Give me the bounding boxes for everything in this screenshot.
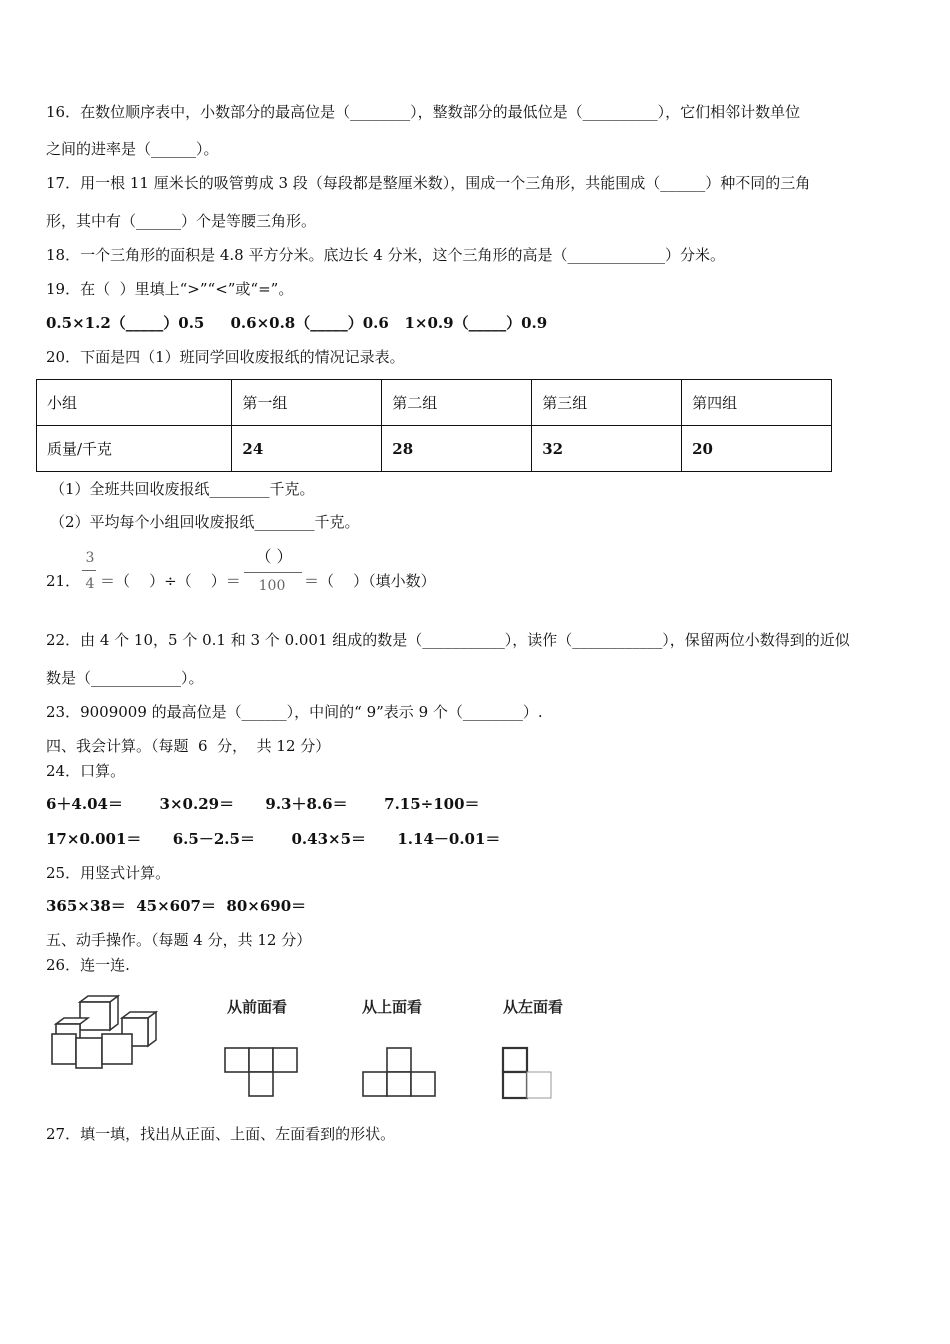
q23-line1: 23．9009009 的最高位是（______），中间的“ 9”表示 9 个（________）. [46,703,543,721]
section4-heading: 四、我会计算。（每题 6 分， 共 12 分） [46,737,331,755]
q21-suffix: ＝（ ）（填小数） [304,572,436,590]
left-view-shape [500,1046,556,1102]
table-cell: 第三组 [532,380,682,426]
record-table [36,379,832,472]
section5-heading: 五、动手操作。（每题 4 分，共 12 分） [46,931,312,949]
q24-row1: 6＋4.04＝ 3×0.29＝ 9.3＋8.6＝ 7.15÷100＝ [46,795,480,813]
caption-front-view: 从前面看 [227,998,288,1016]
fraction-numerator: 3 [85,550,95,566]
q26-title: 26．连一连. [46,956,130,974]
q20-line1: 20．下面是四（1）班同学回收废报纸的情况记录表。 [46,348,405,366]
cube-stack-figure [46,994,162,1072]
q16-line2: 之间的进率是（______）。 [46,140,219,158]
q19-line2: 0.5×1.2（_____）0.5 0.6×0.8（_____）0.6 1×0.9（_____）0.9 [46,314,548,332]
q24-row2: 17×0.001＝ 6.5－2.5＝ 0.43×5＝ 1.14－0.01＝ [46,830,501,848]
q20-sub2: （2）平均每个小组回收废报纸________千克。 [50,513,360,531]
q25-title: 25．用竖式计算。 [46,864,171,882]
fraction-denominator-100: 100 [258,578,286,594]
q18-line1: 18．一个三角形的面积是 4.8 平方分米。底边长 4 分米，这个三角形的高是（_____________）分米。 [46,246,726,264]
q17-line1: 17．用一根 11 厘米长的吸管剪成 3 段（每段都是整厘米数），围成一个三角形，共能围成（______）种不同的三角 [46,174,811,192]
q24-title: 24．口算。 [46,762,126,780]
table-cell: 28 [382,426,532,472]
table-cell: 第四组 [682,380,832,426]
table-cell: 20 [682,426,832,472]
fraction-denominator: 4 [85,576,95,592]
table-cell: 32 [532,426,682,472]
top-view-shape [360,1046,440,1100]
q27-title: 27．填一填，找出从正面、上面、左面看到的形状。 [46,1125,396,1143]
q17-line2: 形，其中有（______）个是等腰三角形。 [46,212,317,230]
table-header-row [37,380,832,426]
q19-line1: 19．在（ ）里填上“>”“<”或“=”。 [46,280,294,298]
table-cell: 第一组 [232,380,382,426]
table-cell: 质量/千克 [37,426,232,472]
q20-sub1: （1）全班共回收废报纸________千克。 [50,480,315,498]
fraction-blank-numerator: （ ） [255,547,293,566]
fraction-bar [244,572,302,573]
caption-left-view: 从左面看 [503,998,564,1016]
table-cell: 第二组 [382,380,532,426]
front-view-shape [222,1046,302,1100]
q22-line1: 22．由 4 个 10，5 个 0.1 和 3 个 0.001 组成的数是（___________），读作（____________），保留两位小数得到的近似 [46,631,850,649]
q21-prefix: 21． [46,572,81,590]
q25-row1: 365×38＝ 45×607＝ 80×690＝ [46,897,307,915]
q21-middle: ＝（ ）÷（ ）＝ [100,572,241,590]
caption-top-view: 从上面看 [362,998,423,1016]
table-cell: 24 [232,426,382,472]
table-cell: 小组 [37,380,232,426]
q22-line2: 数是（____________）。 [46,669,204,687]
q16-line1: 16．在数位顺序表中，小数部分的最高位是（________），整数部分的最低位是（__________），它们相邻计数单位 [46,103,801,121]
table-row [37,426,832,472]
fraction-bar [82,570,96,571]
